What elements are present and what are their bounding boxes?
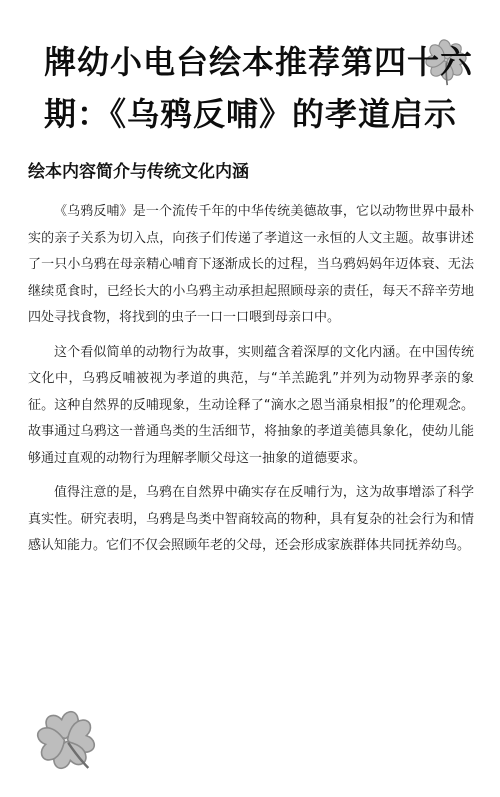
paragraph: 这个看似简单的动物行为故事，实则蕴含着深厚的文化内涵。在中国传统文化中，乌鸦反哺被视为孝道的典范，与“羊羔跪乳”并列为动物界孝亲的象征。这种自然界的反哺现象，生动诠释了“滴水之恩当涌泉相报”的伦理观念。故事通过乌鸦这一普通鸟类的生活细节，将抽象的孝道美德具象化，使幼儿能够通过直观的动物行为理解孝顺父母这一抽象的道德要求。 [28,344,474,466]
paragraph: 《乌鸦反哺》是一个流传千年的中华传统美德故事，它以动物世界中最朴实的亲子关系为切入点，向孩子们传递了孝道这一永恒的人文主题。故事讲述了一只小乌鸦在母亲精心哺育下逐渐成长的过程，当乌鸦妈妈年迈体衰、无法继续觅食时，已经长大的小乌鸦主动承担起照顾母亲的责任，每天不辞辛劳地四处寻找食物，将找到的虫子一口一口喂到母亲口中。 [28,204,474,325]
article-body [28,199,474,568]
paragraph: 值得注意的是，乌鸦在自然界中确实存在反哺行为，这为故事增添了科学真实性。研究表明，乌鸦是鸟类中智商较高的物种，具有复杂的社会行为和情感认知能力。它们不仅会照顾年老的父母，还会形成家族群体共同抚养幼鸟。 [28,485,474,553]
title-line-2: 期：《乌鸦反哺》的孝道启示 [44,95,458,133]
clover-icon [26,700,106,780]
section-heading: 绘本内容简介与传统文化内涵 [28,162,249,182]
page-title [44,36,474,140]
title-line-1: 牌幼小电台绘本推荐第四十六 [44,43,474,81]
